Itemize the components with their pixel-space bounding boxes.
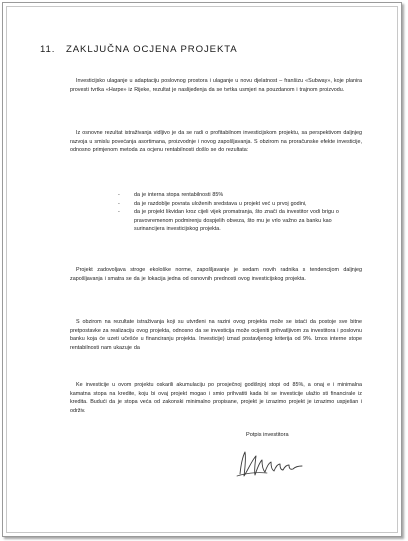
- signature-label: Potpis investitora: [246, 432, 289, 438]
- signature-stroke: [240, 452, 302, 476]
- paragraph-intro: Investicijsko ulaganje u adaptaciju poslovnog prostora i ulaganje u novu djelatnost – franšizu «Subway», koje planira provesti tvrtka «Harpe» iz Rijeke, rezultat je naslijeđenja da se tvrtka usmjeri na pouzdanom i trajnom proizvodu.: [70, 78, 362, 93]
- paragraph-ecology: Projekt zadovoljava stroge ekološke norme, zapošljavanje je sedam novih radnika s tendencijom daljnjeg zapošljavanja i smatra se da je lokacija jedna od osnovnih prednosti ovog investicijskog projekta.: [70, 267, 362, 282]
- signature-image: [232, 446, 308, 482]
- bullet-dash: -: [118, 200, 120, 207]
- list-item: [118, 191, 362, 200]
- list-item: [118, 208, 362, 234]
- paragraph-results: Iz osnovne rezultat istraživanja vidljivo je da se radi o profitabilnom investicijskom projektu, sa perspektivom daljnjeg razvoja u smislu povećanja asortimana, proizvodnje i novog zapošljavanja. S obzirom na proračunske efekte investicije, odnosno primjenom metoda za ocjenu rentabilnosti došlo se do rezultata:: [70, 130, 362, 153]
- results-list: [118, 191, 362, 234]
- bullet-dash: -: [118, 209, 120, 215]
- section-heading: [40, 44, 238, 55]
- list-item-text: da je razdoblje povrata uloženih sredstava u projekt već u prvoj godini,: [134, 200, 307, 207]
- section-title: ZAKLJUČNA OCJENA PROJEKTA: [66, 44, 238, 55]
- list-item: [118, 200, 362, 209]
- list-item-text: da je interna stopa rentabilnosti 85%: [134, 192, 224, 198]
- paragraph-feasibility: S obzirom na rezultate istraživanja koji su utvrđeni na razini ovog projekta može se istaći da postoje sve bitne pretpostavke za realizaciju ovog projekta, odnosno da se investicija može ocijeniti prihvatljivom za investitora i poslovnu banku koja će uzeti učešće u financiranju projekta. Investicije) iznad postavljenog kriterija od 9%. Iznos interne stope rentabilnosti nam ukazuje da: [70, 319, 362, 351]
- list-item-text: da je projekt likvidan kroz cijeli vijek promatranja, što znači da investitor vodi brigu o pravovremenom podmirenju dospjelih obveza, što mu je vrlo važno za banku kao surinancijera investicijskog projekta.: [134, 209, 339, 232]
- section-number: 11.: [40, 44, 56, 55]
- signature-underline: [237, 473, 267, 476]
- paragraph-accumulation: Ke investicije u ovom projektu oskarili akumulaciju po prosječnoj godišnjoj stopi od 85%, a onaj e i minimalna kamatna stopa na kredite, koju bi ovaj projekt mogao i smio prihvatiti kada bi se investicije ulažio sti financirale iz kredita. Budući da je stopa veća od zakonski minimalno propisane, projekt je izrazimo projekt je izrazimo uspješan i održiv.: [70, 382, 362, 414]
- bullet-dash: -: [118, 192, 120, 198]
